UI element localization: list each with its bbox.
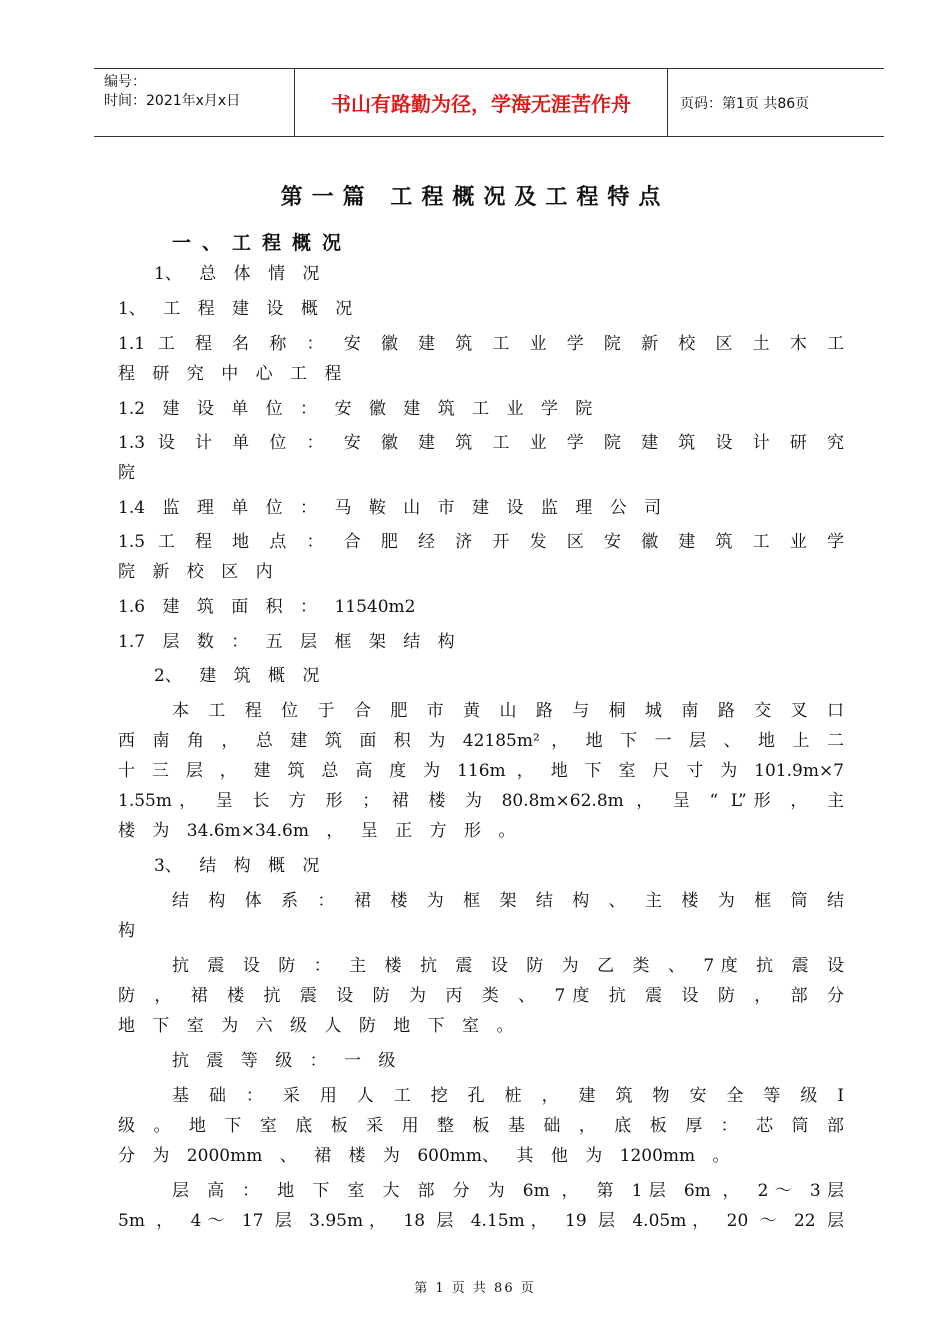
time-label: 时间：2021年x月x日 <box>104 93 241 109</box>
body-line: 结 构 体 系 ： 裙 楼 为 框 架 结 构 、 主 楼 为 框 筒 结 <box>172 891 844 911</box>
header-page-info: 页码：第1页 共86页 <box>680 95 810 112</box>
body-line: 3、 结 构 概 况 <box>154 856 320 876</box>
body-line: 十 三 层 ， 建 筑 总 高 度 为 116m ， 地 下 室 尺 寸 为 101.9m×7 <box>118 761 844 781</box>
body-line: 本 工 程 位 于 合 肥 市 黄 山 路 与 桐 城 南 路 交 叉 口 <box>172 701 844 721</box>
body-line: 程 研 究 中 心 工 程 <box>118 364 342 384</box>
body-line: 1.6 建 筑 面 积 ： 11540m2 <box>118 597 416 617</box>
page-header <box>94 68 884 137</box>
header-meta-cell <box>94 69 295 136</box>
body-line: 1.4 监 理 单 位 ： 马 鞍 山 市 建 设 监 理 公 司 <box>118 498 662 518</box>
body-line: 1.7 层 数 ： 五 层 框 架 结 构 <box>118 632 455 652</box>
body-line: 基 础 ： 采 用 人 工 挖 孔 桩 ， 建 筑 物 安 全 等 级 Ⅰ <box>172 1086 844 1106</box>
body-line: 楼 为 34.6m×34.6m ， 呈 正 方 形 。 <box>118 821 516 841</box>
body-line: 抗 震 等 级 ： 一 级 <box>172 1051 396 1071</box>
body-line: 层 高 ： 地 下 室 大 部 分 为 6m ， 第 1层 6m ， 2～ 3层 <box>172 1181 844 1201</box>
body-line: 2、 建 筑 概 况 <box>154 666 320 686</box>
body-line: 1、 总 体 情 况 <box>154 264 320 284</box>
body-line: 1.55m， 呈 长 方 形 ； 裙 楼 为 80.8m×62.8m ， 呈 “ L”形 ， 主 <box>118 791 844 811</box>
code-label: 编号： <box>104 74 146 90</box>
body-line: 防 ， 裙 楼 抗 震 设 防 为 丙 类 、 7度 抗 震 设 防 ， 部 分 <box>118 986 844 1006</box>
body-line: 分 为 2000mm 、 裙 楼 为 600mm、 其 他 为 1200mm 。 <box>118 1146 730 1166</box>
page-footer: 第 1 页 共 86 页 <box>414 1281 536 1296</box>
body-line: 西 南 角 ， 总 建 筑 面 积 为 42185m² ， 地 下 一 层 、 地 上 二 <box>118 731 844 751</box>
document-title: 第一篇 工程概况及工程特点 <box>280 185 670 210</box>
header-motto: 书山有路勤为径，学海无涯苦作舟 <box>295 69 668 136</box>
body-line: 院 新 校 区 内 <box>118 562 273 582</box>
body-line: 5m ， 4～ 17 层 3.95m， 18 层 4.15m， 19 层 4.05m， 20 ～ 22 层 <box>118 1211 844 1231</box>
body-line: 地 下 室 为 六 级 人 防 地 下 室 。 <box>118 1016 514 1036</box>
body-line: 构 <box>118 921 135 941</box>
body-line: 1.5 工 程 地 点 ： 合 肥 经 济 开 发 区 安 徽 建 筑 工 业 学 <box>118 532 844 552</box>
body-line: 1.1 工 程 名 称 ： 安 徽 建 筑 工 业 学 院 新 校 区 土 木 工 <box>118 334 844 354</box>
body-line: 1、 工 程 建 设 概 况 <box>118 299 353 319</box>
body-line: 院 <box>118 463 135 483</box>
body-line: 级 。 地 下 室 底 板 采 用 整 板 基 础 ， 底 板 厚 ： 芯 筒 部 <box>118 1116 844 1136</box>
body-line: 1.3 设 计 单 位 ： 安 徽 建 筑 工 业 学 院 建 筑 设 计 研 究 <box>118 433 844 453</box>
body-line: 1.2 建 设 单 位 ： 安 徽 建 筑 工 业 学 院 <box>118 399 593 419</box>
body-line: 抗 震 设 防 ： 主 楼 抗 震 设 防 为 乙 类 、 7度 抗 震 设 <box>172 956 844 976</box>
section-heading: 一、工程概况 <box>172 232 353 254</box>
